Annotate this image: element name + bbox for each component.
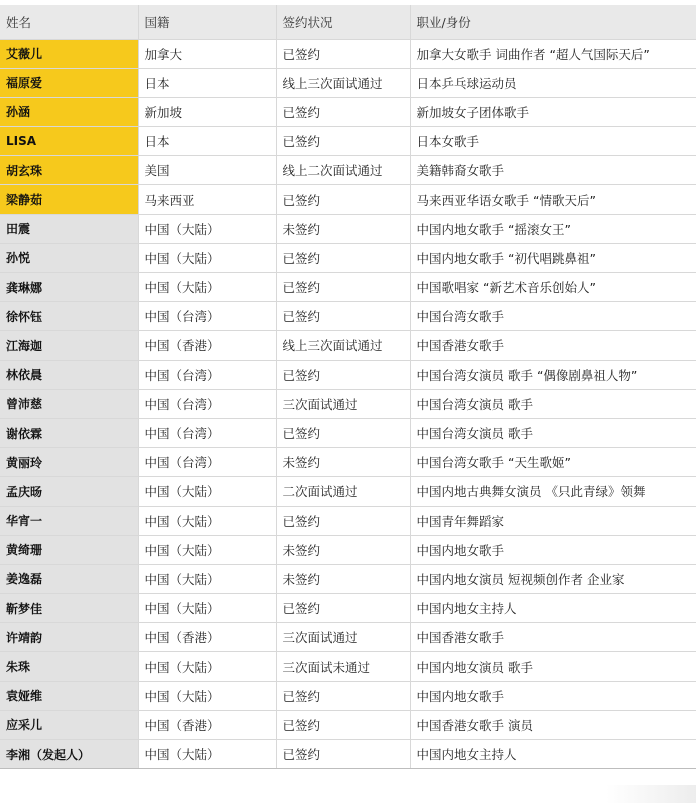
cell-nationality: 中国（大陆） [138,564,276,593]
cell-name: 艾薇儿 [0,39,138,68]
cell-occupation: 中国内地女主持人 [410,594,696,623]
cell-nationality: 中国（台湾） [138,418,276,447]
cell-occupation: 中国内地女演员 短视频创作者 企业家 [410,564,696,593]
cell-nationality: 中国（香港） [138,623,276,652]
cell-occupation: 中国香港女歌手 [410,331,696,360]
table-row [0,740,696,769]
cell-contract-status: 已签约 [276,273,410,302]
table-row [0,535,696,564]
cell-occupation: 日本女歌手 [410,127,696,156]
cell-nationality: 中国（香港） [138,710,276,739]
cell-name: 黄绮珊 [0,535,138,564]
cell-name: 许靖韵 [0,623,138,652]
cell-nationality: 中国（大陆） [138,273,276,302]
cell-occupation: 中国香港女歌手 [410,623,696,652]
table-row [0,97,696,126]
cell-contract-status: 已签约 [276,360,410,389]
cell-name: 胡玄珠 [0,156,138,185]
header-name: 姓名 [0,5,138,39]
cell-contract-status: 三次面试通过 [276,389,410,418]
cell-nationality: 马来西亚 [138,185,276,214]
table-row [0,418,696,447]
table-row [0,243,696,272]
cell-name: 李湘（发起人） [0,740,138,769]
cell-contract-status: 三次面试通过 [276,623,410,652]
cell-name: 黄丽玲 [0,448,138,477]
table-row [0,360,696,389]
cell-nationality: 中国（大陆） [138,243,276,272]
table-row [0,302,696,331]
cell-occupation: 中国内地女演员 歌手 [410,652,696,681]
cell-contract-status: 已签约 [276,302,410,331]
cell-occupation: 中国台湾女演员 歌手 “偶像剧鼻祖人物” [410,360,696,389]
table-row [0,185,696,214]
cell-occupation: 新加坡女子团体歌手 [410,97,696,126]
cell-contract-status: 已签约 [276,740,410,769]
cell-occupation: 中国歌唱家 “新艺术音乐创始人” [410,273,696,302]
cell-contract-status: 已签约 [276,127,410,156]
table-row [0,564,696,593]
table-row [0,273,696,302]
table-row [0,594,696,623]
cell-contract-status: 未签约 [276,535,410,564]
cell-nationality: 中国（大陆） [138,535,276,564]
cell-contract-status: 已签约 [276,185,410,214]
cell-nationality: 中国（香港） [138,331,276,360]
cell-name: 孙悦 [0,243,138,272]
table-row [0,681,696,710]
cell-nationality: 中国（大陆） [138,594,276,623]
cell-name: 徐怀钰 [0,302,138,331]
cell-name: 孙涵 [0,97,138,126]
cell-occupation: 加拿大女歌手 词曲作者 “超人气国际天后” [410,39,696,68]
cell-name: 谢依霖 [0,418,138,447]
cell-occupation: 中国台湾女歌手 “天生歌姬” [410,448,696,477]
table-row [0,39,696,68]
cell-contract-status: 已签约 [276,418,410,447]
cell-contract-status: 线上三次面试通过 [276,331,410,360]
cell-occupation: 美籍韩裔女歌手 [410,156,696,185]
cell-nationality: 中国（大陆） [138,681,276,710]
table-row [0,448,696,477]
cell-occupation: 中国台湾女演员 歌手 [410,389,696,418]
cell-contract-status: 未签约 [276,214,410,243]
cell-occupation: 中国内地古典舞女演员 《只此青绿》领舞 [410,477,696,506]
table-row [0,127,696,156]
watermark [606,785,696,803]
cell-contract-status: 已签约 [276,506,410,535]
cell-nationality: 中国（台湾） [138,389,276,418]
cell-nationality: 日本 [138,68,276,97]
cell-name: 孟庆旸 [0,477,138,506]
table-row [0,652,696,681]
cell-nationality: 日本 [138,127,276,156]
cell-name: 林依晨 [0,360,138,389]
cell-nationality: 中国（大陆） [138,652,276,681]
header-contract-status: 签约状况 [276,5,410,39]
table-row [0,331,696,360]
header-row [0,5,696,39]
cell-nationality: 美国 [138,156,276,185]
cell-name: 福原爱 [0,68,138,97]
cell-nationality: 中国（台湾） [138,448,276,477]
cell-occupation: 中国台湾女演员 歌手 [410,418,696,447]
cell-name: 应采儿 [0,710,138,739]
cell-contract-status: 线上二次面试通过 [276,156,410,185]
cell-contract-status: 已签约 [276,97,410,126]
cell-name: 姜逸磊 [0,564,138,593]
cell-nationality: 中国（大陆） [138,477,276,506]
cell-name: 袁娅维 [0,681,138,710]
cell-nationality: 加拿大 [138,39,276,68]
table-row [0,389,696,418]
cell-name: 梁静茹 [0,185,138,214]
cell-occupation: 马来西亚华语女歌手 “情歌天后” [410,185,696,214]
cell-occupation: 中国内地女歌手 “初代唱跳鼻祖” [410,243,696,272]
header-occupation: 职业/身份 [410,5,696,39]
cell-occupation: 中国内地女歌手 [410,681,696,710]
cell-nationality: 中国（台湾） [138,302,276,331]
table-row [0,623,696,652]
cell-name: 田震 [0,214,138,243]
cell-name: 江海迦 [0,331,138,360]
cell-name: LISA [0,127,138,156]
cell-occupation: 中国台湾女歌手 [410,302,696,331]
cell-name: 华宵一 [0,506,138,535]
cell-nationality: 中国（大陆） [138,740,276,769]
cell-occupation: 中国内地女主持人 [410,740,696,769]
cell-contract-status: 已签约 [276,681,410,710]
cell-nationality: 新加坡 [138,97,276,126]
cell-contract-status: 二次面试通过 [276,477,410,506]
cell-contract-status: 已签约 [276,710,410,739]
table-row [0,68,696,97]
cell-nationality: 中国（台湾） [138,360,276,389]
cell-contract-status: 未签约 [276,448,410,477]
cell-occupation: 中国内地女歌手 [410,535,696,564]
table-row [0,710,696,739]
cell-contract-status: 线上三次面试通过 [276,68,410,97]
cell-occupation: 日本乒乓球运动员 [410,68,696,97]
cell-nationality: 中国（大陆） [138,506,276,535]
table-row [0,477,696,506]
header-nationality: 国籍 [138,5,276,39]
cell-occupation: 中国香港女歌手 演员 [410,710,696,739]
cell-nationality: 中国（大陆） [138,214,276,243]
cell-name: 龚琳娜 [0,273,138,302]
table-row [0,214,696,243]
cell-contract-status: 已签约 [276,39,410,68]
cell-name: 曾沛慈 [0,389,138,418]
cell-contract-status: 已签约 [276,243,410,272]
cell-contract-status: 三次面试未通过 [276,652,410,681]
cell-contract-status: 已签约 [276,594,410,623]
table-row [0,156,696,185]
table-row [0,506,696,535]
cell-occupation: 中国青年舞蹈家 [410,506,696,535]
contestant-table [0,5,696,769]
cell-contract-status: 未签约 [276,564,410,593]
cell-occupation: 中国内地女歌手 “摇滚女王” [410,214,696,243]
cell-name: 靳梦佳 [0,594,138,623]
cell-name: 朱珠 [0,652,138,681]
